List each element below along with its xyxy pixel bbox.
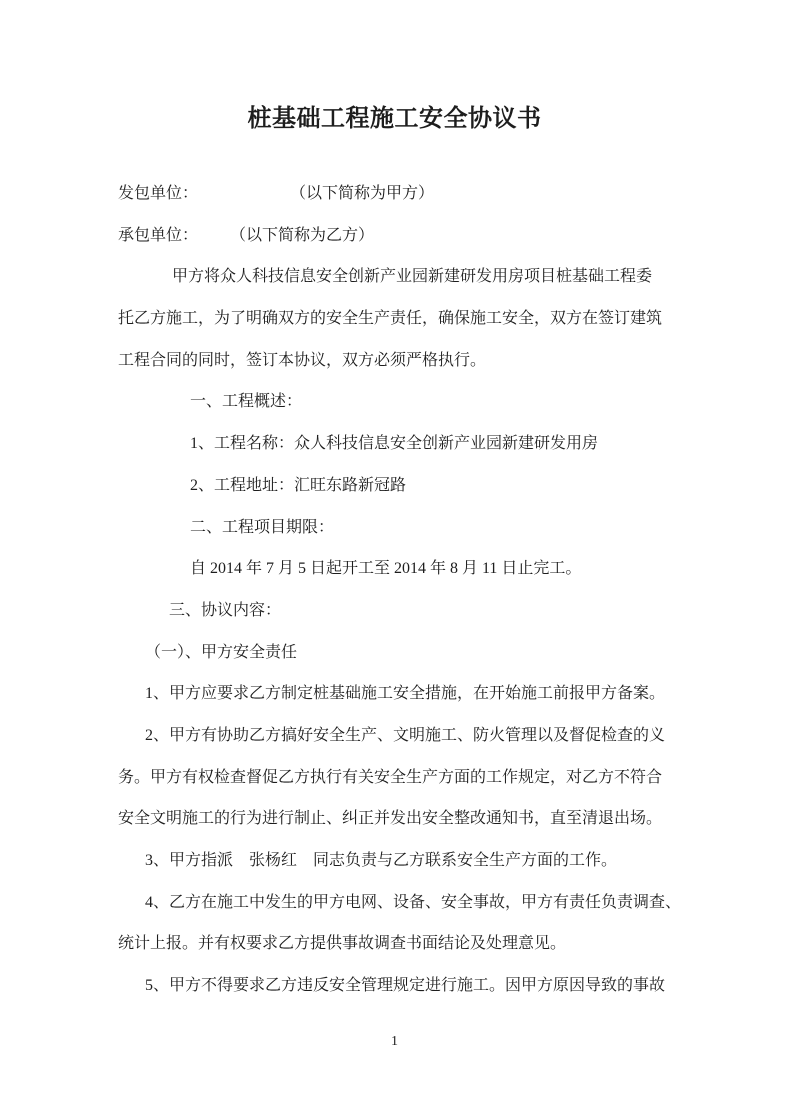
doc-line-intro-3: 工程合同的同时，签订本协议，双方必须严格执行。	[118, 351, 487, 369]
doc-line-project-addr: 2、工程地址：汇旺东路新冠路	[190, 476, 407, 494]
doc-line-contractor-b: 承包单位： （以下简称为乙方）	[118, 226, 375, 244]
doc-line-clause-2a: 2、甲方有协助乙方搞好安全生产、文明施工、防火管理以及督促检查的义	[145, 726, 666, 744]
doc-line-clause-3: 3、甲方指派 张杨红 同志负责与乙方联系安全生产方面的工作。	[145, 852, 618, 869]
doc-line-clause-4a: 4、乙方在施工中发生的甲方电网、设备、安全事故，甲方有责任负责调查、	[145, 893, 682, 911]
doc-line-project-dates: 自 2014 年 7 月 5 日起开工至 2014 年 8 月 11 日止完工。	[190, 560, 582, 578]
document-body	[118, 173, 682, 1007]
doc-line-clause-2c: 安全文明施工的行为进行制止、纠正并发出安全整改通知书，直至清退出场。	[118, 810, 663, 828]
doc-line-intro-1: 甲方将众人科技信息安全创新产业园新建研发用房项目桩基础工程委	[172, 268, 653, 286]
doc-line-section-2: 二、工程项目期限：	[190, 518, 335, 536]
doc-line-subsection-1: （一）、甲方安全责任	[145, 643, 298, 661]
page-number: 1	[391, 1034, 398, 1049]
doc-line-clause-1: 1、甲方应要求乙方制定桩基础施工安全措施，在开始施工前报甲方备案。	[145, 685, 666, 703]
doc-line-project-name: 1、工程名称：众人科技信息安全创新产业园新建研发用房	[190, 435, 599, 453]
doc-line-clause-4b: 统计上报。并有权要求乙方提供事故调查书面结论及处理意见。	[118, 935, 567, 953]
page-footer	[0, 1034, 789, 1050]
doc-line-section-3: 三、协议内容：	[169, 601, 282, 619]
doc-line-intro-2: 托乙方施工，为了明确双方的安全生产责任，确保施工安全，双方在签订建筑	[118, 310, 663, 328]
doc-line-clause-5: 5、甲方不得要求乙方违反安全管理规定进行施工。因甲方原因导致的事故	[145, 977, 666, 995]
doc-line-clause-2b: 务。甲方有权检查督促乙方执行有关安全生产方面的工作规定，对乙方不符合	[118, 768, 663, 786]
doc-line-contractor-a: 发包单位： （以下简称为甲方）	[118, 185, 435, 202]
doc-line-section-1: 一、工程概述：	[190, 393, 303, 411]
document-title: 桩基础工程施工安全协议书	[247, 106, 542, 132]
